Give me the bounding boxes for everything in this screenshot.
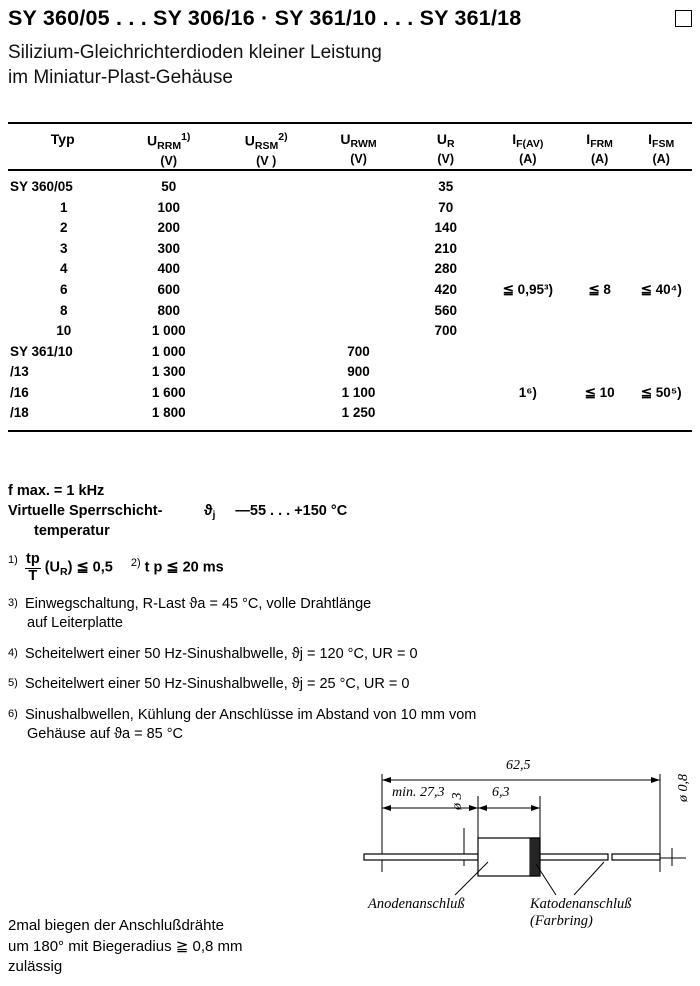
table-row bbox=[8, 362, 692, 383]
cell-urwm bbox=[312, 218, 404, 239]
tp-over-T-fraction: $\frac{tp}{T}$ bbox=[26, 551, 40, 584]
cell-ursm bbox=[220, 177, 312, 198]
cell-urrm: 50 bbox=[161, 179, 177, 195]
cell-urwm: 900 bbox=[347, 364, 370, 380]
cell-urwm bbox=[312, 321, 404, 342]
cell-ifrm bbox=[569, 218, 631, 239]
cell-urrm: 600 bbox=[157, 282, 180, 297]
cell-ifav bbox=[487, 301, 569, 322]
cell-ifsm bbox=[630, 177, 692, 198]
footnote-2-mark: 2) bbox=[130, 556, 141, 569]
cell-ifsm bbox=[630, 259, 692, 280]
footnote-3-line-2: auf Leiterplatte bbox=[27, 615, 123, 632]
table-body bbox=[8, 177, 692, 423]
cell-ursm bbox=[220, 321, 312, 342]
cell-urwm bbox=[312, 198, 404, 219]
bending-note-line-2: um 180° mit Biegeradius ≧ 0,8 mm bbox=[8, 937, 243, 955]
cell-ifrm bbox=[569, 362, 631, 383]
cell-ursm bbox=[220, 218, 312, 239]
cell-urrm: 1 800 bbox=[151, 405, 186, 421]
footnote-6-line-2: Gehäuse auf ϑa = 85 °C bbox=[27, 725, 184, 742]
header-divider bbox=[8, 122, 692, 124]
footnote-1-2 bbox=[8, 552, 692, 583]
corner-marker-icon bbox=[675, 10, 692, 27]
cell-ur bbox=[405, 403, 487, 424]
cell-ur: 280 bbox=[434, 261, 457, 277]
column-header-ifav: $I_{F(AV)}$ (A) bbox=[512, 131, 544, 166]
cell-ursm bbox=[220, 198, 312, 219]
header bbox=[8, 6, 692, 31]
cell-typ: 6 bbox=[59, 282, 68, 297]
virt-label: Virtuelle Sperrschicht- bbox=[8, 503, 163, 520]
cell-ifav: ≦ 0,95³) bbox=[502, 282, 553, 297]
cell-urwm bbox=[312, 239, 404, 260]
cell-ifav bbox=[487, 177, 569, 198]
cell-ifav bbox=[487, 321, 569, 342]
footnote-6-mark: 6) bbox=[8, 707, 18, 720]
table-row bbox=[8, 280, 692, 301]
bending-note bbox=[8, 916, 338, 978]
footnote-4-text: Scheitelwert einer 50 Hz-Sinushalbwelle, ϑj = 120 °C, UR = 0 bbox=[25, 645, 418, 662]
cell-ur: 420 bbox=[434, 282, 457, 297]
footnote-3-mark: 3) bbox=[8, 596, 18, 609]
subtitle-line-2: im Miniatur-Plast-Gehäuse bbox=[8, 67, 233, 89]
cell-ur: 210 bbox=[434, 240, 457, 256]
cell-ur bbox=[405, 362, 487, 383]
cell-urwm: 700 bbox=[347, 343, 370, 359]
cell-ur: 70 bbox=[438, 199, 454, 215]
cell-ifsm bbox=[630, 239, 692, 260]
cell-ifrm: ≦ 10 bbox=[584, 384, 615, 400]
specification-table-container bbox=[8, 130, 692, 432]
footnote-5 bbox=[8, 675, 692, 694]
cell-ifrm bbox=[569, 239, 631, 260]
table-row bbox=[8, 198, 692, 219]
package-outline-drawing bbox=[360, 758, 692, 930]
cell-typ: /13 bbox=[10, 364, 29, 380]
cell-ursm bbox=[220, 301, 312, 322]
cell-ur: 560 bbox=[434, 302, 457, 318]
cell-ifrm bbox=[569, 321, 631, 342]
footnote-4-mark: 4) bbox=[8, 646, 18, 659]
cell-ifav bbox=[487, 362, 569, 383]
table-row bbox=[8, 301, 692, 322]
column-header-urwm: $U_{RWM}$ (V) bbox=[340, 131, 377, 166]
cell-urrm: 200 bbox=[157, 220, 180, 236]
cell-ursm bbox=[220, 259, 312, 280]
table-header-divider bbox=[8, 170, 692, 177]
cell-urrm: 1 000 bbox=[151, 323, 186, 339]
virt-value: —55 . . . +150 °C bbox=[235, 503, 348, 520]
footnote-5-mark: 5) bbox=[8, 677, 18, 690]
cell-ifrm bbox=[569, 403, 631, 424]
cell-typ: 10 bbox=[56, 323, 72, 339]
cell-ifav bbox=[487, 403, 569, 424]
cell-urrm: 100 bbox=[157, 199, 180, 215]
cell-ifrm bbox=[569, 301, 631, 322]
cell-typ: 8 bbox=[59, 302, 68, 318]
column-header-ifrm: $I_{FRM}$ (A) bbox=[586, 131, 613, 166]
cell-ursm bbox=[220, 383, 312, 404]
cell-ur: 700 bbox=[434, 323, 457, 339]
virt-symbol: $ϑ_j$ bbox=[204, 503, 216, 522]
cell-typ: SY 361/10 bbox=[10, 343, 73, 359]
cell-typ: SY 360/05 bbox=[10, 179, 73, 195]
cell-urrm: 400 bbox=[157, 261, 180, 277]
bending-note-line-1: 2mal biegen der Anschlußdrähte bbox=[8, 917, 224, 934]
cell-ifav bbox=[487, 342, 569, 363]
cell-urwm: 1 250 bbox=[341, 405, 376, 421]
dim-min-length: min. 27,3 bbox=[392, 785, 445, 800]
virtual-junction-temperature-note bbox=[8, 502, 692, 521]
table-row bbox=[8, 239, 692, 260]
table-header bbox=[8, 130, 692, 177]
cell-ifsm: ≦ 40⁴) bbox=[640, 282, 682, 297]
cell-typ: 4 bbox=[59, 261, 68, 277]
fmax-note: f max. = 1 kHz bbox=[8, 483, 105, 499]
dim-body-length: 6,3 bbox=[492, 785, 510, 800]
cell-urrm: 1 000 bbox=[151, 343, 186, 359]
cell-ifsm bbox=[630, 321, 692, 342]
dim-total-length: 62,5 bbox=[506, 758, 531, 773]
footnote-6-line-1: Sinushalbwellen, Kühlung der Anschlüsse im Abstand von 10 mm vom bbox=[25, 706, 477, 723]
virt-label-line2: temperatur bbox=[34, 523, 110, 540]
dim-body-diameter: ø 3 bbox=[450, 792, 465, 810]
cell-ifsm bbox=[630, 362, 692, 383]
cell-ifsm bbox=[630, 403, 692, 424]
cell-typ: /18 bbox=[10, 405, 29, 421]
cell-ursm bbox=[220, 280, 312, 301]
cell-ifsm bbox=[630, 301, 692, 322]
cell-urrm: 300 bbox=[157, 240, 180, 256]
cell-ifrm bbox=[569, 342, 631, 363]
column-header-urrm: $U_{RRM}^{1)}$ (V) bbox=[147, 131, 191, 168]
cell-urwm bbox=[312, 177, 404, 198]
cell-ifsm bbox=[630, 198, 692, 219]
footnote-1-text: $\frac{tp}{T}$ $(U_R)$ ≦ 0,5 $^{2)}$ t p ≦ 20 ms bbox=[26, 551, 224, 584]
bending-note-line-3: zulässig bbox=[8, 958, 63, 976]
table-row bbox=[8, 321, 692, 342]
cell-urwm bbox=[312, 259, 404, 280]
footnote-4 bbox=[8, 645, 692, 664]
cell-ifsm: ≦ 50⁵) bbox=[640, 384, 682, 400]
cell-ifsm bbox=[630, 342, 692, 363]
footnote-6 bbox=[8, 706, 692, 745]
specification-table bbox=[8, 130, 692, 424]
cell-ifrm bbox=[569, 259, 631, 280]
page-subtitle bbox=[8, 40, 382, 91]
cell-ifrm bbox=[569, 198, 631, 219]
cell-ursm bbox=[220, 403, 312, 424]
footnote-3 bbox=[8, 595, 692, 634]
cell-ifrm: ≦ 8 bbox=[588, 282, 611, 297]
column-header-ur: $U_R$ (V) bbox=[436, 131, 455, 166]
cell-ifrm bbox=[569, 177, 631, 198]
column-header-ifsm: $I_{FSM}$ (A) bbox=[648, 131, 675, 166]
cell-ursm bbox=[220, 362, 312, 383]
cell-ifav bbox=[487, 259, 569, 280]
column-header-ursm: $U_{RSM}^{2)}$ (V ) bbox=[244, 131, 288, 168]
cell-urrm: 1 600 bbox=[151, 384, 186, 400]
notes-section bbox=[8, 482, 692, 744]
cell-urwm bbox=[312, 280, 404, 301]
footnote-3-line-1: Einwegschaltung, R-Last ϑa = 45 °C, volle Drahtlänge bbox=[25, 595, 372, 612]
page-title: SY 360/05 . . . SY 306/16 · SY 361/10 . . . SY 361/18 bbox=[8, 6, 522, 30]
cell-ifav: 1⁶) bbox=[518, 384, 537, 400]
column-header-typ: Typ bbox=[50, 131, 75, 147]
cell-ifsm bbox=[630, 218, 692, 239]
table-row bbox=[8, 177, 692, 198]
footnote-2-text: t p ≦ 20 ms bbox=[144, 559, 224, 576]
callout-anode: Anodenanschluß bbox=[368, 896, 465, 912]
table-row bbox=[8, 383, 692, 404]
cell-ifav bbox=[487, 239, 569, 260]
table-row bbox=[8, 259, 692, 280]
cell-ursm bbox=[220, 342, 312, 363]
cell-ifav bbox=[487, 218, 569, 239]
cell-typ: 3 bbox=[59, 240, 68, 256]
subtitle-line-1: Silizium-Gleichrichterdioden kleiner Leistung bbox=[8, 42, 382, 63]
cell-urwm bbox=[312, 301, 404, 322]
dim-wire-diameter: ø 0,8 bbox=[676, 774, 691, 802]
cell-typ: 1 bbox=[59, 199, 68, 215]
cell-urrm: 1 300 bbox=[151, 364, 186, 380]
cell-ur: 35 bbox=[438, 179, 454, 195]
table-bottom-divider bbox=[8, 430, 692, 432]
cell-typ: 2 bbox=[59, 220, 68, 236]
table-row bbox=[8, 403, 692, 424]
footnote-5-text: Scheitelwert einer 50 Hz-Sinushalbwelle, ϑj = 25 °C, UR = 0 bbox=[25, 676, 410, 693]
callout-cathode-line-2: (Farbring) bbox=[530, 913, 593, 930]
cell-ifav bbox=[487, 198, 569, 219]
cell-urwm: 1 100 bbox=[341, 384, 376, 400]
footnote-1-mark: 1) bbox=[8, 554, 18, 567]
table-row bbox=[8, 218, 692, 239]
cell-typ: /16 bbox=[10, 384, 29, 400]
cell-ursm bbox=[220, 239, 312, 260]
table-row bbox=[8, 342, 692, 363]
callout-cathode-line-1: Katodenanschluß bbox=[530, 896, 632, 912]
cell-ur: 140 bbox=[434, 220, 457, 236]
cell-ur bbox=[405, 342, 487, 363]
cell-urrm: 800 bbox=[157, 302, 180, 318]
cell-ur bbox=[405, 383, 487, 404]
callout-cathode bbox=[530, 896, 632, 931]
